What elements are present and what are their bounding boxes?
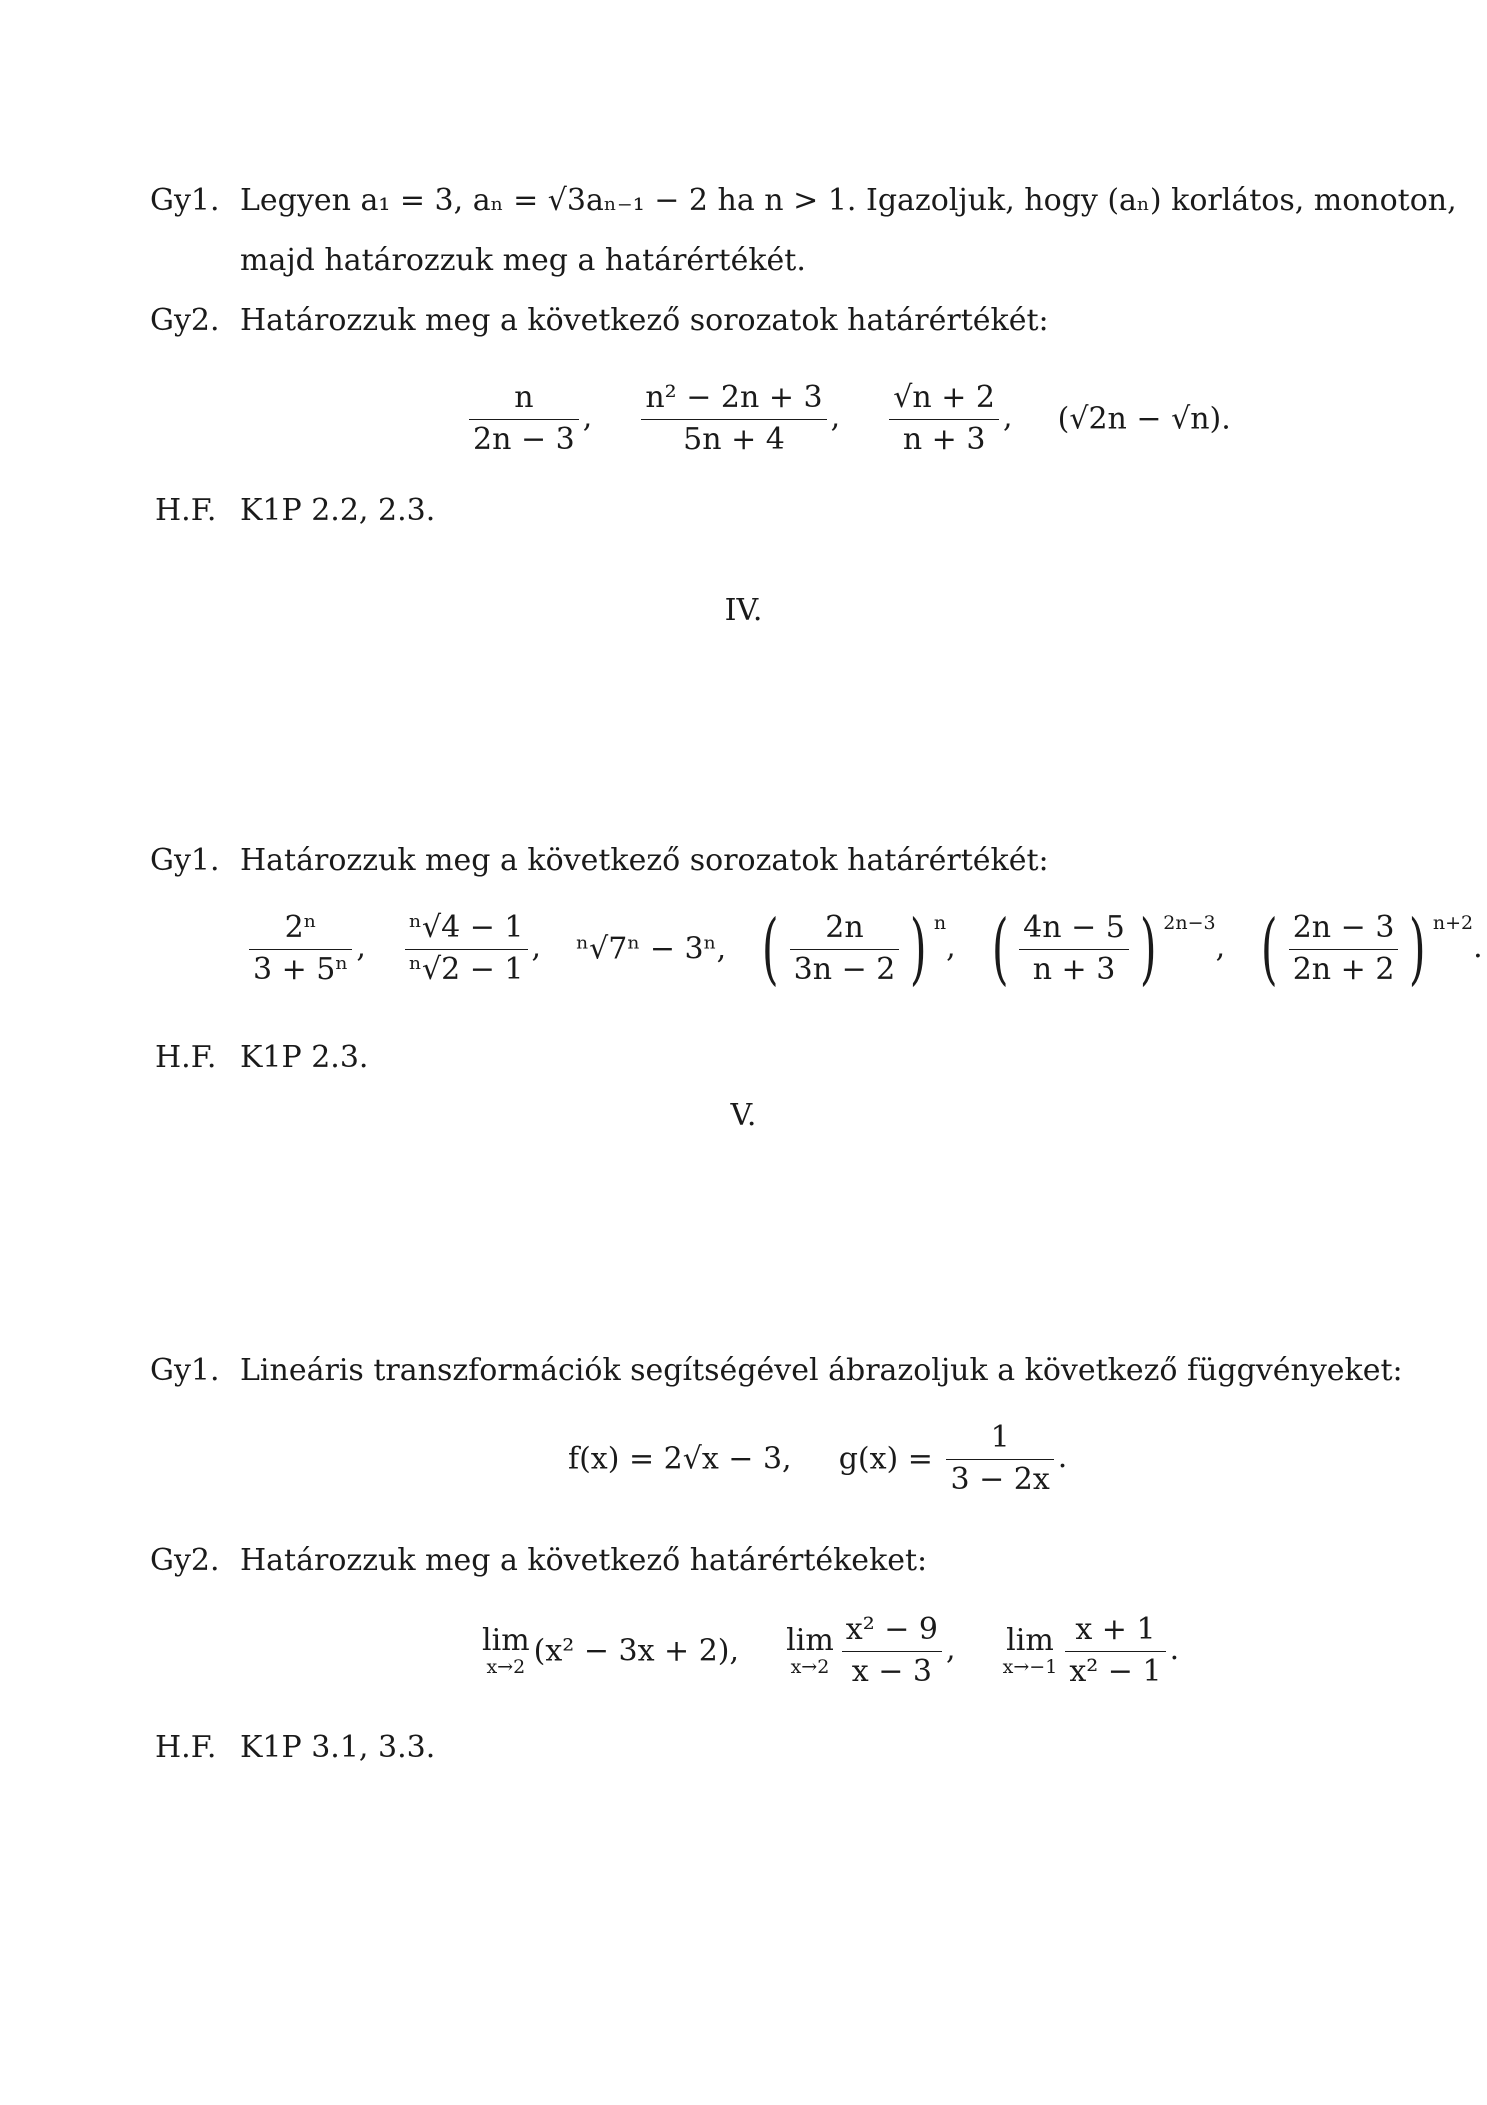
formula-row-sequences-2: $\frac{\text{2ⁿ}}{\text{3 + 5ⁿ}}$ , $\frac{\text{ⁿ√4 − 1}}{\text{ⁿ√2 − 1}}$ , ⁿ√7ⁿ − 3ⁿ, ( $\frac{2n}{3n - 2}$ ) $^n$, ( $\frac{4n - 5}{n + 3}$ ) $^{2n-3}$, ( $\frac{2n - 3}{2n + 2}$ ) $^{n+2}$. <box>245 908 1483 990</box>
homework-label: H.F. <box>155 1730 217 1765</box>
exercise-text-gy2: Határozzuk meg a következő sorozatok határértékét: <box>240 303 1049 338</box>
fraction-3: $\frac{√n + 2}{n + 3}$ <box>889 378 999 460</box>
formula-row-limits: lim x→2 (x² − 3x + 2), lim x→2 $\frac{\text{x² − 9}}{x - 3}$ , lim x→−1 $\frac{x + 1}{\text{x² − 1}}$ . <box>478 1610 1179 1692</box>
fraction-g: $\frac{1}{3 - 2x}$ <box>946 1418 1053 1500</box>
fraction-e4: $\frac{2n}{3n - 2}$ <box>790 908 900 990</box>
homework-label: H.F. <box>155 1040 217 1075</box>
exercise-label-gy1: Gy1. <box>150 843 220 878</box>
fraction-e6: $\frac{2n - 3}{2n + 2}$ <box>1289 908 1399 990</box>
section-heading-iv: IV. <box>724 593 763 628</box>
formula-row-functions: f(x) = 2√x − 3, g(x) = $\frac{1}{3 - 2x}$ . <box>568 1418 1067 1500</box>
limit-1-operator: lim x→2 <box>482 1623 530 1679</box>
fraction-e5: $\frac{4n - 5}{n + 3}$ <box>1019 908 1129 990</box>
expression-e3: ⁿ√7ⁿ − 3ⁿ, <box>576 931 727 967</box>
exercise-text-gy1: Lineáris transzformációk segítségével ábrazoljuk a következő függvényeket: <box>240 1353 1403 1388</box>
exercise-label-gy1: Gy1. <box>150 183 220 218</box>
expression-4: (√2n − √n). <box>1057 401 1231 437</box>
limit-3-operator: lim x→−1 <box>1002 1623 1058 1679</box>
fraction-e2: $\frac{\text{ⁿ√4 − 1}}{\text{ⁿ√2 − 1}}$ <box>405 908 527 990</box>
function-g-lhs: g(x) = <box>838 1441 933 1477</box>
homework-text: K1P 2.3. <box>240 1040 369 1075</box>
exercise-label-gy2: Gy2. <box>150 303 220 338</box>
fraction-2: $\frac{\text{n² − 2n + 3}}{5n + 4}$ <box>641 378 826 460</box>
exercise-label-gy1: Gy1. <box>150 1353 220 1388</box>
exercise-text-gy1-line2: majd határozzuk meg a határértékét. <box>240 243 806 278</box>
section-heading-v: V. <box>730 1098 757 1133</box>
exercise-text-gy1: Határozzuk meg a következő sorozatok határértékét: <box>240 843 1049 878</box>
fraction-1: $\frac{n}{2n - 3}$ <box>469 378 579 460</box>
homework-label: H.F. <box>155 493 217 528</box>
limit-2-operator: lim x→2 <box>786 1623 834 1679</box>
exercise-label-gy2: Gy2. <box>150 1543 220 1578</box>
exercise-text-gy1-line1: Legyen a₁ = 3, aₙ = √3aₙ₋₁ − 2 ha n > 1. Igazoljuk, hogy (aₙ) korlátos, monoton, <box>240 183 1457 218</box>
homework-text: K1P 3.1, 3.3. <box>240 1730 436 1765</box>
fraction-e1: $\frac{\text{2ⁿ}}{\text{3 + 5ⁿ}}$ <box>249 908 352 990</box>
fraction-limit-2: $\frac{\text{x² − 9}}{x - 3}$ <box>842 1610 942 1692</box>
formula-row-sequences-1: $\frac{n}{2n - 3}$ , $\frac{\text{n² − 2n + 3}}{5n + 4}$ , $\frac{√n + 2}{n + 3}$ , (√2n − √n). <box>465 378 1231 460</box>
fraction-limit-3: $\frac{x + 1}{\text{x² − 1}}$ <box>1065 1610 1165 1692</box>
homework-text: K1P 2.2, 2.3. <box>240 493 436 528</box>
exercise-text-gy2: Határozzuk meg a következő határértékeket: <box>240 1543 928 1578</box>
function-f: f(x) = 2√x − 3, <box>568 1441 792 1477</box>
